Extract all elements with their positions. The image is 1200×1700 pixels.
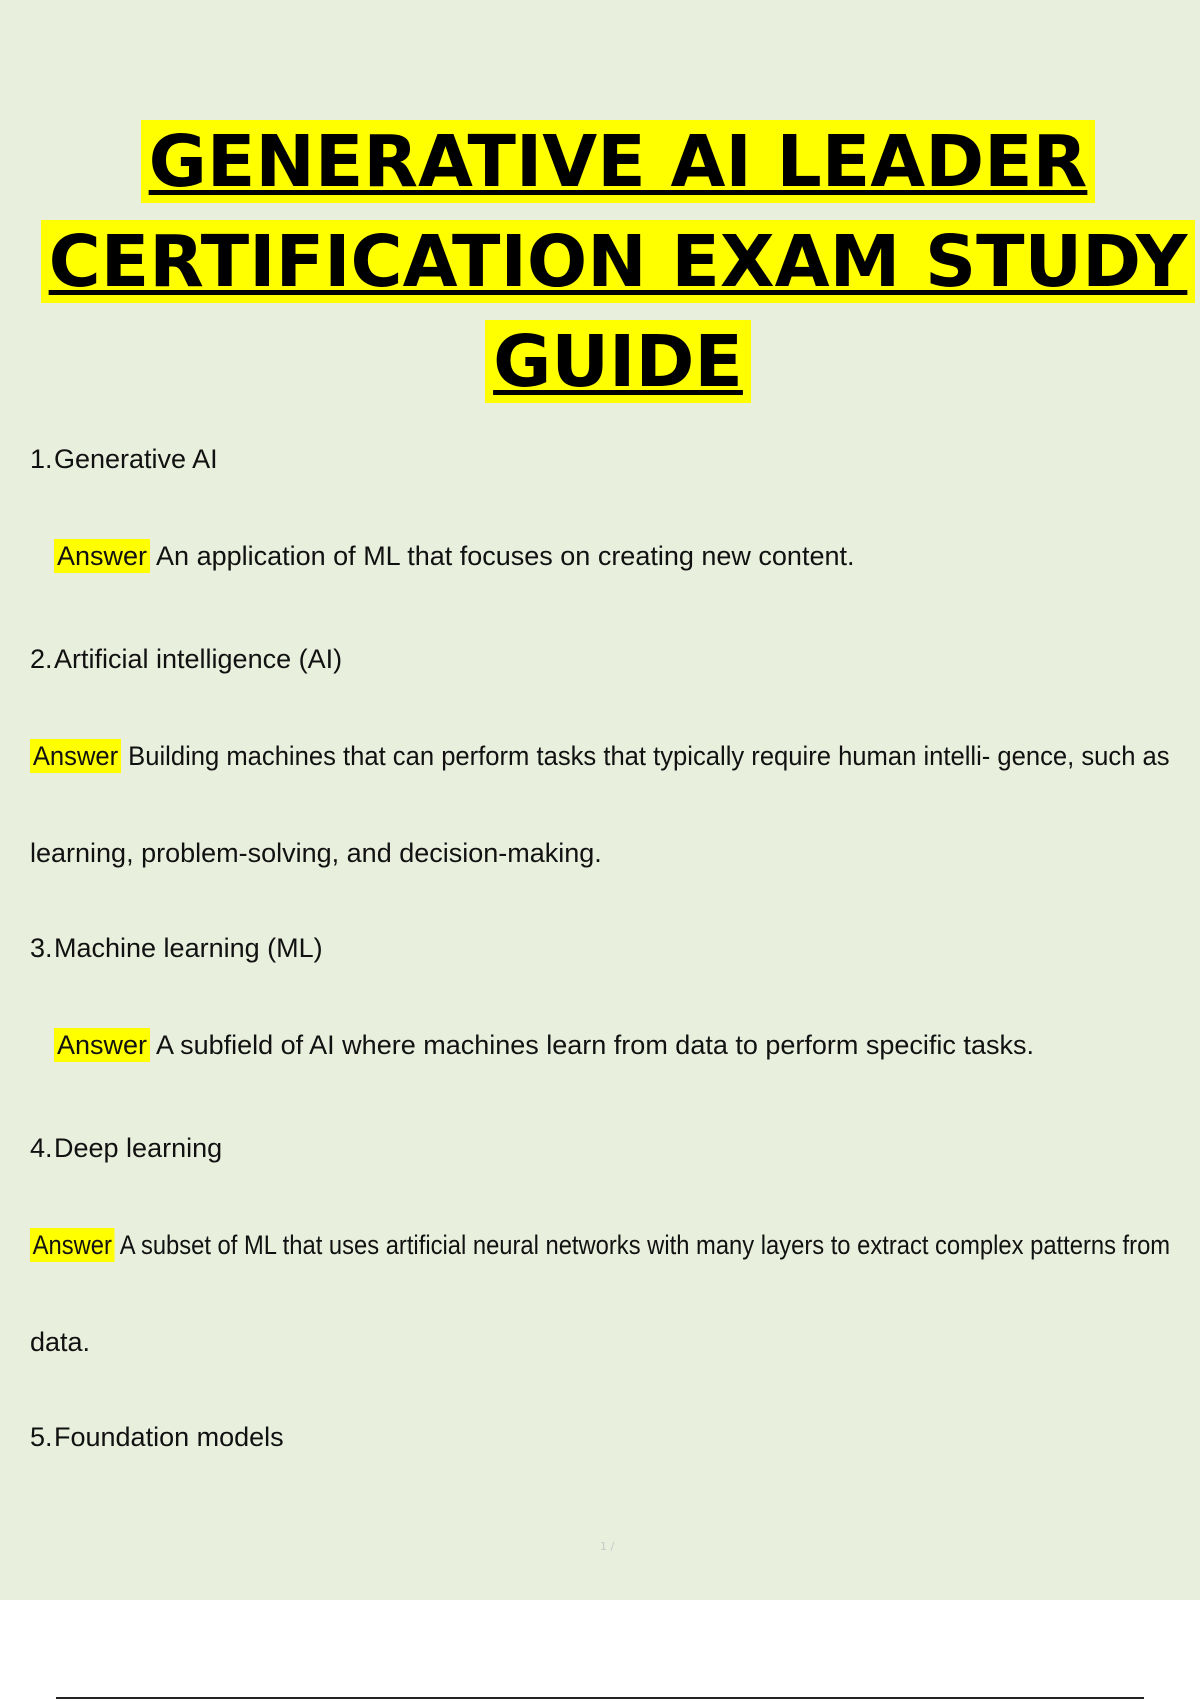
- document-title: [0, 112, 1200, 412]
- question-3: [30, 931, 323, 965]
- question-number: 1.: [30, 444, 53, 474]
- answer-label-highlight: Answer: [30, 739, 121, 773]
- page-number: 1 /: [600, 1540, 615, 1553]
- question-number: 2.: [30, 644, 53, 674]
- answer-4: [30, 1228, 1170, 1262]
- answer-label-highlight: Answer: [54, 1028, 150, 1062]
- answer-4-continued: [30, 1325, 90, 1359]
- question-2: [30, 642, 342, 676]
- answer-text: data.: [30, 1327, 91, 1357]
- title-line-3: GUIDE: [485, 320, 751, 403]
- answer-text: A subset of ML that uses artificial neural networks with many layers to extract complex patterns from: [119, 1230, 1171, 1260]
- question-term: Generative AI: [54, 444, 218, 474]
- answer-2: [30, 739, 1170, 773]
- answer-3: [54, 1028, 1034, 1062]
- question-5: [30, 1420, 284, 1454]
- question-number: 4.: [30, 1133, 53, 1163]
- answer-2-continued: [30, 836, 602, 870]
- question-term: Deep learning: [54, 1133, 223, 1163]
- question-number: 3.: [30, 933, 53, 963]
- bottom-divider: [56, 1697, 1144, 1699]
- title-line-2: CERTIFICATION EXAM STUDY: [41, 220, 1196, 303]
- question-4: [30, 1131, 222, 1165]
- answer-text: learning, problem-solving, and decision-making.: [30, 838, 602, 868]
- answer-text: A subfield of AI where machines learn from data to perform specific tasks.: [156, 1030, 1034, 1060]
- question-term: Foundation models: [54, 1422, 284, 1452]
- answer-label-highlight: Answer: [30, 1228, 115, 1262]
- answer-text: Building machines that can perform tasks that typically require human intelli- gence, such as: [128, 741, 1170, 771]
- question-term: Artificial intelligence (AI): [54, 644, 343, 674]
- question-number: 5.: [30, 1422, 53, 1452]
- question-term: Machine learning (ML): [54, 933, 323, 963]
- title-line-1: GENERATIVE AI LEADER: [141, 120, 1096, 203]
- answer-label-highlight: Answer: [54, 539, 150, 573]
- question-1: [30, 442, 218, 476]
- answer-1: [54, 539, 854, 573]
- answer-text: An application of ML that focuses on creating new content.: [156, 541, 855, 571]
